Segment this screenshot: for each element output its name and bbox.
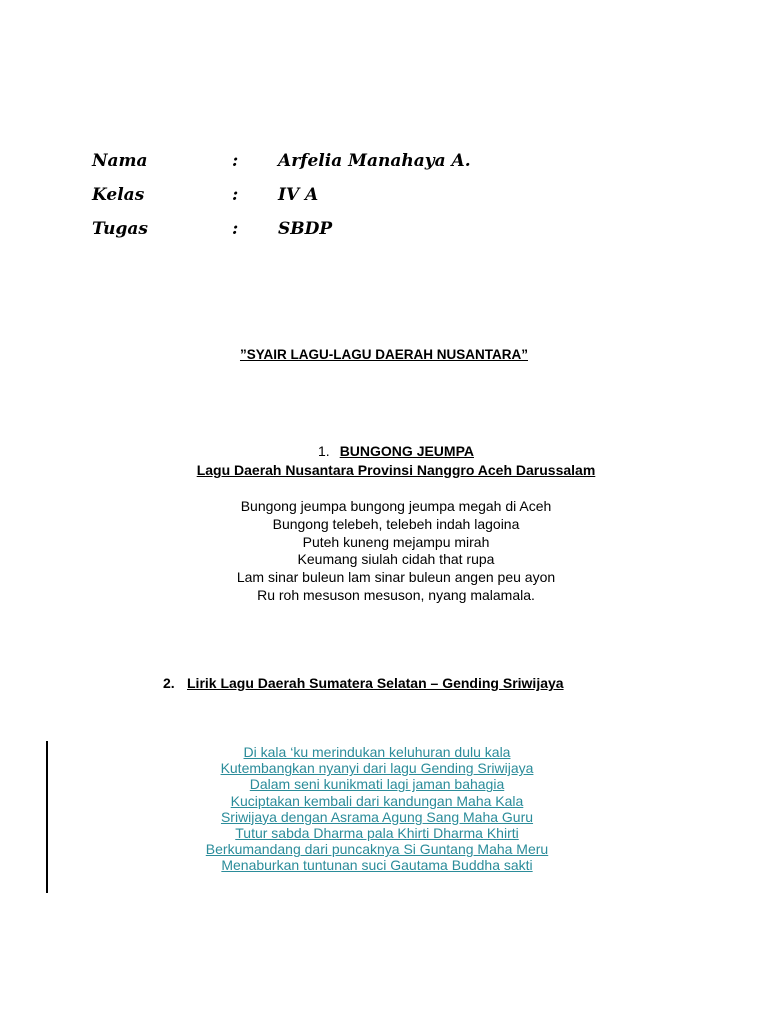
song1-number: 1.: [318, 443, 330, 459]
lyric-link[interactable]: Kuciptakan kembali dari kandungan Maha Kala: [230, 792, 524, 809]
info-value-nama: Arfelia Manahaya A.: [278, 151, 471, 171]
info-separator: :: [232, 219, 239, 239]
lyric-line: Puteh kuneng mejampu mirah: [302, 533, 490, 550]
lyric-link[interactable]: Di kala ‘ku merindukan keluhuran dulu kala: [243, 744, 511, 760]
info-label-tugas: Tugas: [92, 219, 148, 239]
lyric-link[interactable]: Kutembangkan nyanyi dari lagu Gending Sriwijaya: [220, 760, 534, 777]
song2-title: Lirik Lagu Daerah Sumatera Selatan – Gending Sriwijaya: [187, 675, 564, 691]
document-title: [0, 345, 768, 365]
lyric-link[interactable]: Menaburkan tuntunan suci Gautama Buddha sakti: [221, 857, 533, 874]
song2-heading: [163, 673, 564, 693]
info-value-tugas: SBDP: [278, 219, 333, 239]
lyric-link[interactable]: Dalam seni kunikmati lagi jaman bahagia: [249, 776, 505, 793]
song2-number: 2.: [163, 675, 175, 691]
info-value-kelas: IV A: [278, 185, 319, 205]
song1-subtitle: Lagu Daerah Nusantara Provinsi Nanggro Aceh Darussalam: [196, 462, 596, 478]
song2-lyrics: [0, 744, 754, 874]
lyric-line: Ru roh mesuson mesuson, nyang malamala.: [257, 586, 535, 603]
info-label-kelas: Kelas: [92, 185, 145, 205]
lyric-link[interactable]: Berkumandang dari puncaknya Si Guntang Maha Meru: [205, 841, 549, 858]
lyric-line: Bungong telebeh, telebeh indah lagoina: [272, 515, 520, 532]
info-separator: :: [232, 185, 239, 205]
document-title-text: ”SYAIR LAGU-LAGU DAERAH NUSANTARA”: [239, 347, 528, 362]
lyric-line: Keumang siulah cidah that rupa: [297, 551, 495, 568]
song1-lyrics: [0, 498, 768, 605]
lyric-link[interactable]: Sriwijaya dengan Asrama Agung Sang Maha Guru: [220, 808, 534, 825]
info-label-nama: Nama: [92, 151, 148, 171]
lyric-line: Lam sinar buleun lam sinar buleun angen peu ayon: [236, 569, 556, 586]
info-separator: :: [232, 151, 239, 171]
song1-title: BUNGONG JEUMPA: [339, 443, 474, 459]
lyric-link[interactable]: Tutur sabda Dharma pala Khirti Dharma Khirti: [235, 825, 519, 842]
song1-heading: [0, 441, 768, 461]
lyric-line: Bungong jeumpa bungong jeumpa megah di Aceh: [240, 498, 552, 514]
